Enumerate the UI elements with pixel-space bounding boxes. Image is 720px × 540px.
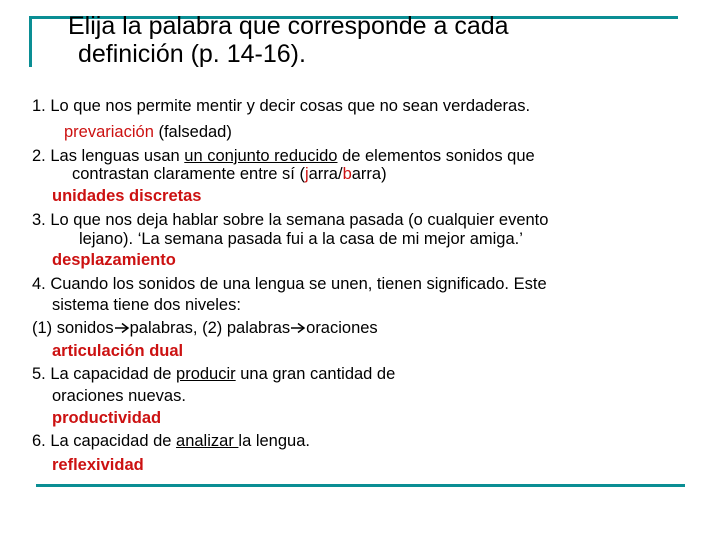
- item-4-level-text: palabras, (2) palabras: [129, 319, 291, 337]
- item-2-underlined: un conjunto reducido: [184, 147, 338, 165]
- item-2-contrast-text: contrastan claramente entre sí (: [72, 165, 305, 183]
- item-4-level-1-start: (1) sonidos: [32, 319, 114, 337]
- item-5-text-start: 5. La capacidad de: [32, 365, 177, 383]
- item-6-text-start: 6. La capacidad de: [32, 432, 177, 450]
- item-1-definition: 1. Lo que nos permite mentir y decir cosas que no sean verdaderas.: [32, 97, 531, 115]
- item-4-level-2-end: oraciones: [306, 319, 378, 337]
- title-line-2: definición (p. 14-16).: [78, 40, 306, 68]
- item-2-letter-b: b: [342, 165, 352, 183]
- item-6-text-end: la lengua.: [238, 432, 310, 450]
- item-4-definition: 4. Cuando los sonidos de una lengua se unen, tienen significado. Este: [32, 275, 547, 293]
- item-4-levels: [32, 317, 378, 339]
- title-line-1: Elija la palabra que corresponde a cada: [68, 12, 509, 40]
- item-6-answer: reflexividad: [52, 456, 144, 474]
- item-2-text-start: 2. Las lenguas usan: [32, 147, 185, 165]
- item-5-definition-line-2: oraciones nuevas.: [52, 387, 186, 405]
- item-2-barra-rest: arra): [351, 165, 387, 183]
- item-3-answer: desplazamiento: [52, 251, 176, 269]
- title-border-left: [29, 16, 32, 67]
- item-1-answer-note: (falsedad): [153, 123, 232, 141]
- item-2-letter-j: j: [304, 165, 309, 183]
- item-2-definition-line-2: [72, 163, 387, 185]
- page-title: [68, 12, 509, 68]
- item-3-definition: 3. Lo que nos deja hablar sobre la semana pasada (o cualquier evento: [32, 211, 549, 229]
- item-2-text-end: de elementos sonidos que: [337, 147, 535, 165]
- item-3-definition-line-2: lejano). ‘La semana pasada fui a la casa de mi mejor amiga.’: [79, 230, 523, 248]
- item-6-underlined: analizar: [176, 432, 239, 450]
- item-6-definition: [32, 430, 310, 452]
- item-4-answer: articulación dual: [52, 342, 184, 360]
- right-arrow-icon: [114, 322, 130, 334]
- item-4-definition-line-2: sistema tiene dos niveles:: [52, 296, 241, 314]
- item-1-answer-line: [64, 121, 232, 143]
- right-arrow-icon: [290, 322, 306, 334]
- bottom-divider: [36, 484, 685, 487]
- item-2-jarra-rest: arra/: [308, 165, 343, 183]
- item-5-text-end: una gran cantidad de: [235, 365, 396, 383]
- item-5-answer: productividad: [52, 409, 162, 427]
- item-5-underlined: producir: [176, 365, 236, 383]
- item-2-answer: unidades discretas: [52, 187, 202, 205]
- item-1-answer: prevariación: [64, 123, 154, 141]
- item-5-definition: [32, 363, 395, 385]
